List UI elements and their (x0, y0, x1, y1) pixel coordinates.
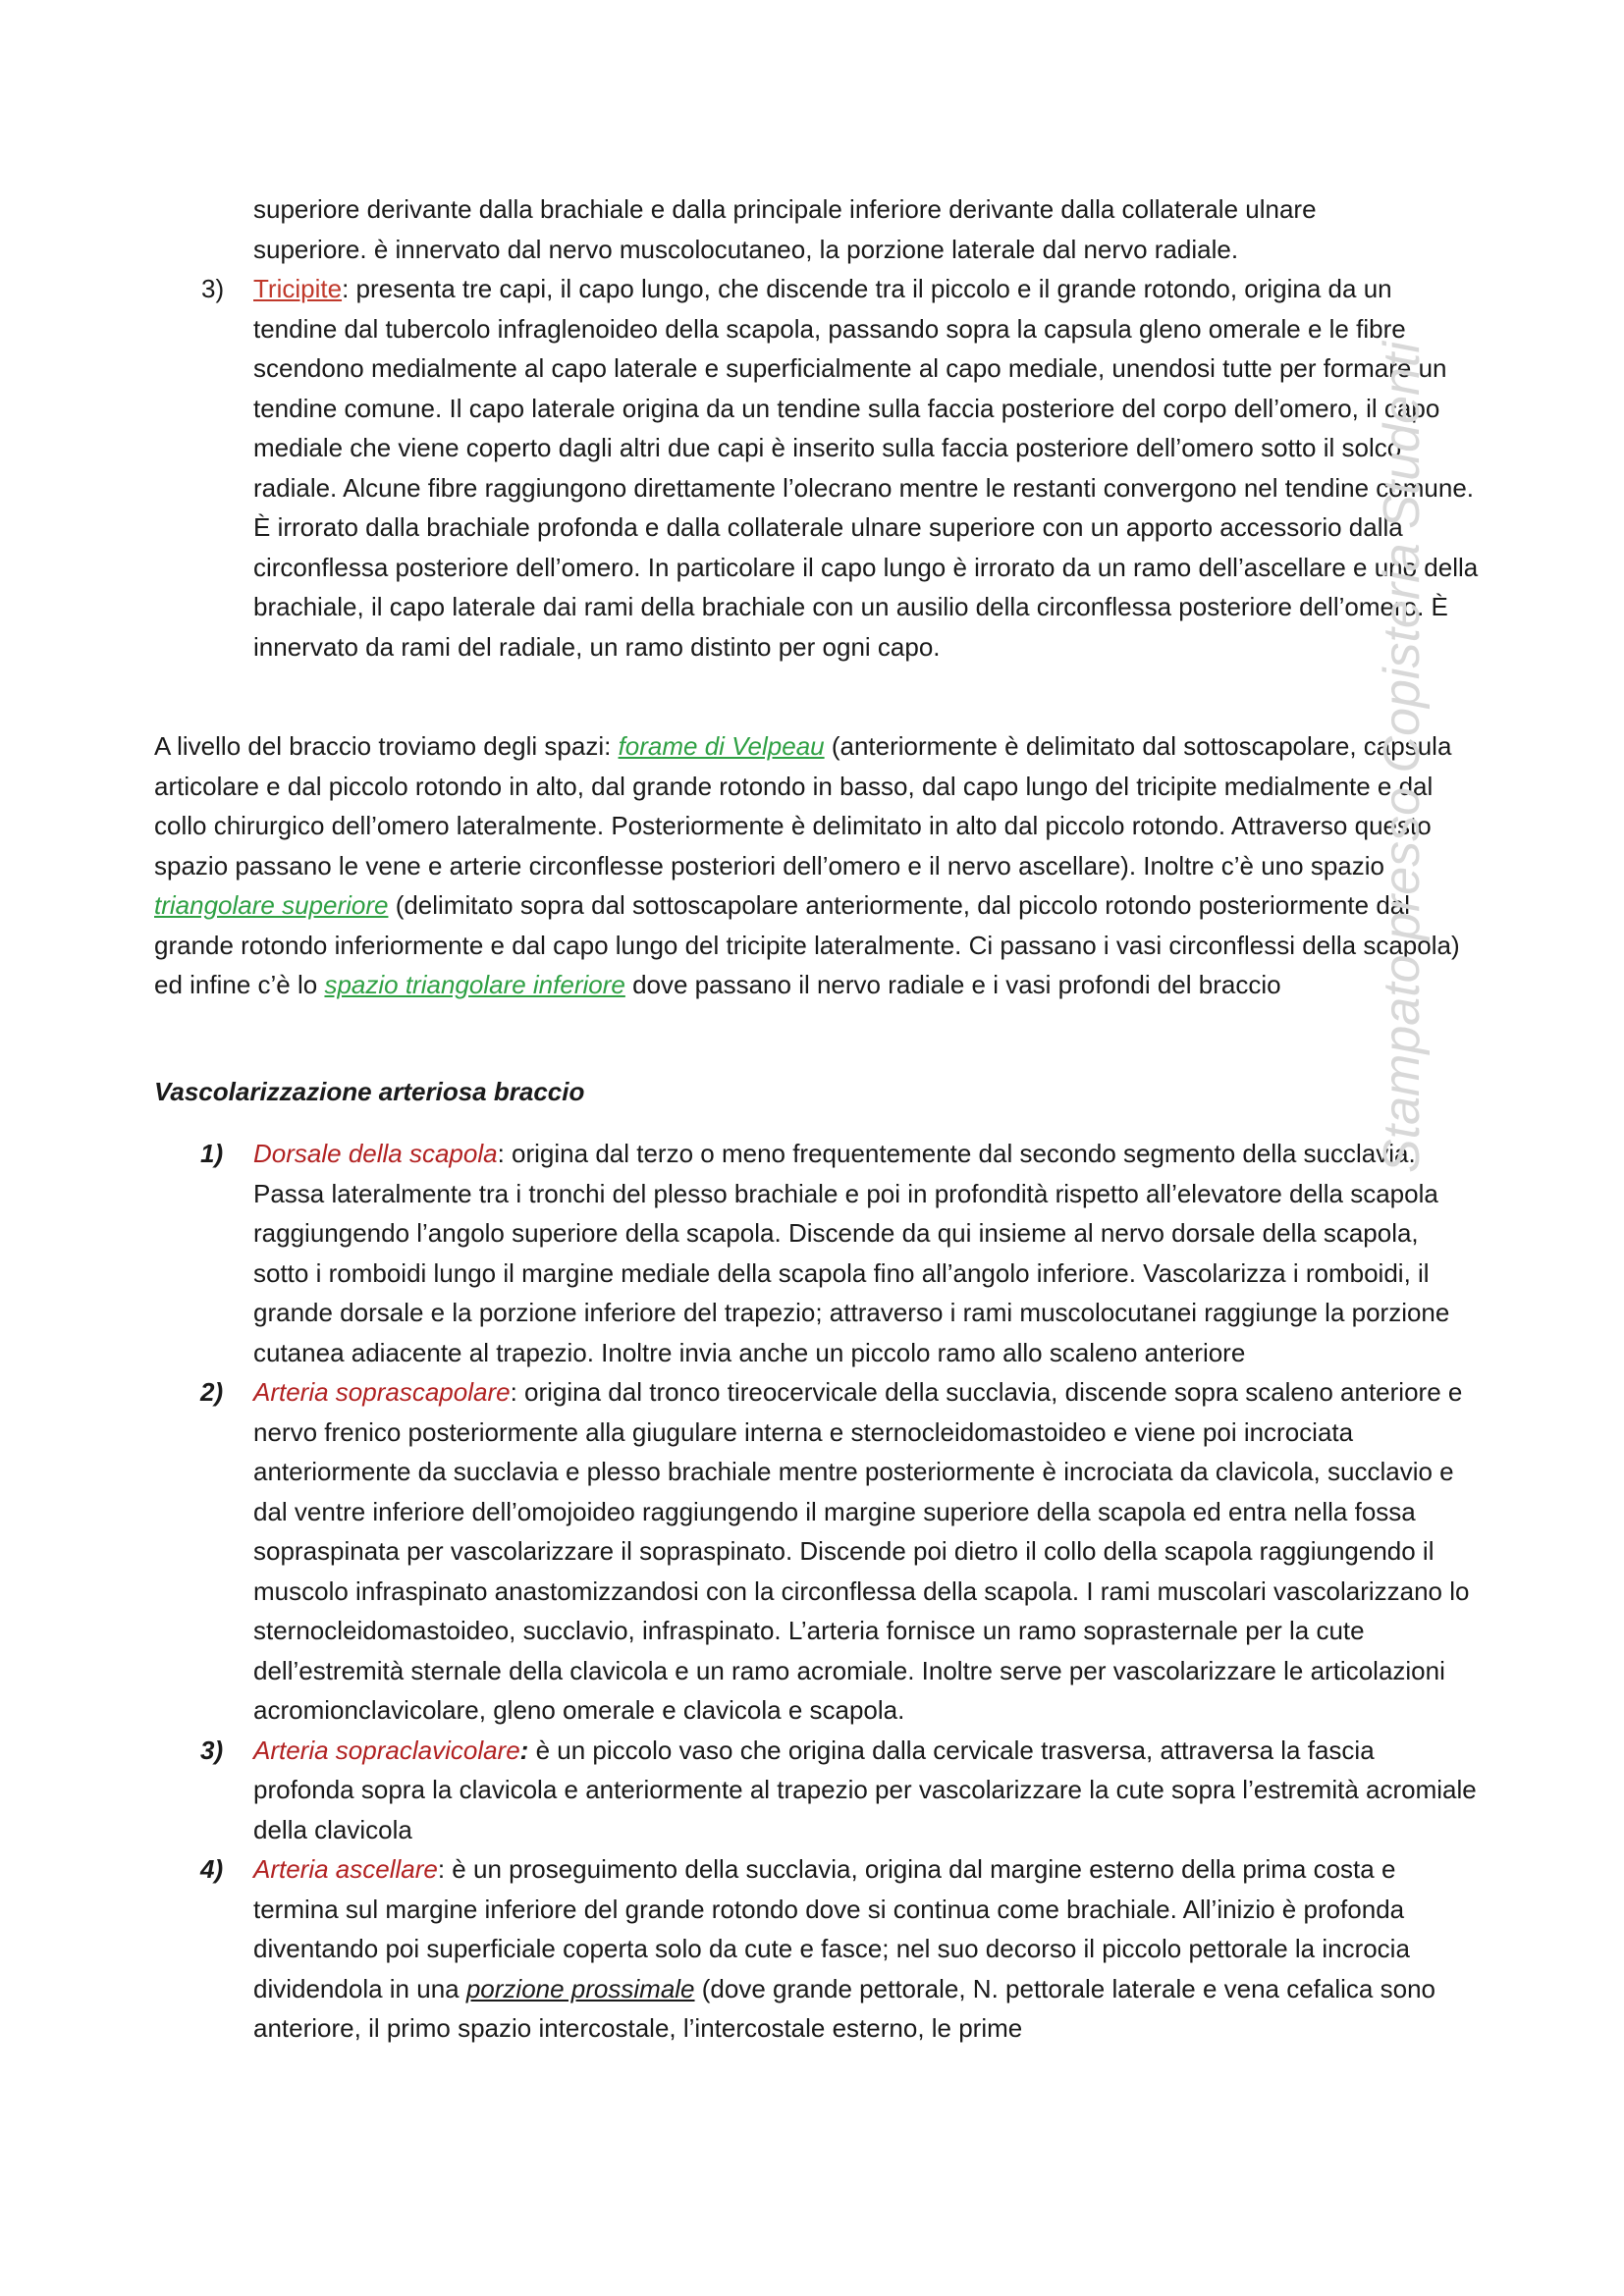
heading-vascolarizzazione: Vascolarizzazione arteriosa braccio (154, 1077, 585, 1106)
artery-text: è un piccolo vaso che origina dalla cervicale trasversa, attraversa la fascia profonda sopra la clavicola e anteriormente al trapezio per vascolarizzare la cute sopra l’estremità acromiale della clavicola (253, 1735, 1477, 1844)
artery-text: : origina dal tronco tireocervicale della succlavia, discende sopra scaleno anteriore e nervo frenico posteriormente alla giugulare interna e sternocleidomastoideo e viene poi incrociata anteriormente da succlavia e plesso brachiale mentre posteriormente è incrociata da clavicola, succlavio e dal ventre inferiore dell’omojoideo raggiungendo il margine superiore della scapola ed entra nella fossa sopraspinata per vascolarizzare il sopraspinato. Discende poi dietro il collo della scapola raggiungendo il muscolo infraspinato anastomizzandosi con la circonflessa della scapola. I rami muscolari vascolarizzano lo sternocleidomastoideo, succlavio, infraspinato. L’arteria fornisce un ramo soprasternale per la cute dell’estremità sternale della clavicola e un ramo acromiale. Inoltre serve per vascolarizzare le articolazioni acromionclavicolare, gleno omerale e clavicola e scapola. (253, 1377, 1470, 1725)
artery-item-1 (200, 1134, 1481, 1372)
arteries-list (200, 1134, 1481, 2049)
artery-text-1: : è un proseguimento della succlavia, origina dal margine esterno della prima costa e termina sul margine inferiore del grande rotondo dove si continua come brachiale. All’inizio è profonda diventando poi superficiale coperta solo da cute e fasce; nel suo decorso il piccolo pettorale la incrocia dividendola in una (253, 1854, 1410, 2003)
list-number: 3) (200, 1735, 224, 1765)
list-number: 1) (200, 1139, 224, 1168)
list-number: 2) (200, 1377, 224, 1407)
intro-line-2: superiore. è innervato dal nervo muscolocutaneo, la porzione laterale dal nervo radiale. (253, 234, 1239, 264)
list-item-tricipite (201, 269, 1481, 667)
artery-item-4 (200, 1849, 1481, 2049)
intro-continuation (253, 189, 1481, 269)
term-arteria-sopraclavicolare: Arteria sopraclavicolare (253, 1735, 520, 1765)
term-tricipite: Tricipite (253, 274, 343, 303)
tricipite-text: : presenta tre capi, il capo lungo, che discende tra il piccolo e il grande rotondo, origina da un tendine dal tubercolo infraglenoideo della scapola, passando sopra la capsula gleno omerale e le fibre scendono medialmente al capo laterale e superficialmente al capo mediale, unendosi tutte per formare un tendine comune. Il capo laterale origina da un tendine sulla faccia posteriore del corpo dell’omero, il capo mediale che viene coperto dagli altri due capi è inserito sulla faccia posteriore dell’omero sotto il solco radiale. Alcune fibre raggiungono direttamente l’olecrano mentre le restanti convergono nel tendine comune. È irrorato dalla brachiale profonda e dalla collaterale ulnare superiore con un apporto accessorio dalla circonflessa posteriore dell’omero. In particolare il capo lungo è irrorato da un ramo dell’ascellare e uno della brachiale, il capo laterale dai rami della brachiale con un ausilio della circonflessa posteriore dell’omero. È innervato da rami del radiale, un ramo distinto per ogni capo. (253, 274, 1479, 662)
tricipite-paragraph (253, 269, 1481, 667)
spaces-text-4: dove passano il nervo radiale e i vasi profondi del braccio (624, 970, 1281, 999)
list-number: 3) (201, 274, 225, 303)
watermark: Stampato presso Copisteria Studenti (1374, 342, 1431, 1173)
list-number: 4) (200, 1854, 224, 1884)
artery-item-2 (200, 1372, 1481, 1731)
spaces-text-3: (delimitato sopra dal sottoscapolare anteriormente, dal piccolo rotondo posteriormente dal grande rotondo inferiormente e dal capo lungo del tricipite lateralmente. Ci passano i vasi circonflessi della scapola) ed infine c’è lo (154, 890, 1460, 999)
artery-item-3 (200, 1731, 1481, 1850)
link-triangolare-superiore[interactable]: triangolare superiore (154, 890, 389, 920)
section-heading (154, 1072, 1480, 1112)
spaces-text-1: A livello del braccio troviamo degli spazi: (154, 731, 619, 761)
artery-text: : origina dal terzo o meno frequentemente dal secondo segmento della succlavia. Passa lateralmente tra i tronchi del plesso brachiale e poi in profondità rispetto all’elevatore della scapola raggiungendo l’angolo superiore della scapola. Discende da qui insieme al nervo dorsale della scapola, sotto i romboidi lungo il margine mediale della scapola fino all’angolo inferiore. Vascolarizza i romboidi, il grande dorsale e la porzione inferiore del trapezio; attraverso i rami muscolocutanei raggiunge la porzione cutanea adiacente al trapezio. Inoltre invia anche un piccolo ramo allo scaleno anteriore (253, 1139, 1450, 1367)
link-forame-velpeau[interactable]: forame di Velpeau (618, 731, 825, 761)
intro-line-1: superiore derivante dalla brachiale e dalla principale inferiore derivante dalla collaterale ulnare (253, 194, 1317, 224)
term-colon: : (519, 1735, 529, 1765)
term-arteria-ascellare: Arteria ascellare (253, 1854, 438, 1884)
spaces-paragraph (154, 726, 1482, 1005)
artery-text-2: (dove grande pettorale, N. pettorale laterale e vena cefalica sono anteriore, il primo spazio intercostale, l’intercostale esterno, le prime (253, 1973, 1435, 2043)
emph-porzione-prossimale: porzione prossimale (465, 1973, 695, 2003)
link-spazio-triangolare-inferiore[interactable]: spazio triangolare inferiore (324, 970, 625, 999)
spaces-text-2: (anteriormente è delimitato dal sottoscapolare, capsula articolare e dal piccolo rotondo in alto, dal grande rotondo in basso, dal capo lungo del tricipite medialmente e dal collo chirurgico dell’omero lateralmente. Posteriormente è delimitato in alto dal piccolo rotondo. Attraverso questo spazio passano le vene e arterie circonflesse posteriori dell’omero e il nervo ascellare). Inoltre c’è uno spazio (154, 731, 1452, 881)
term-arteria-soprascapolare: Arteria soprascapolare (253, 1377, 511, 1407)
term-dorsale-scapola: Dorsale della scapola (253, 1139, 498, 1168)
